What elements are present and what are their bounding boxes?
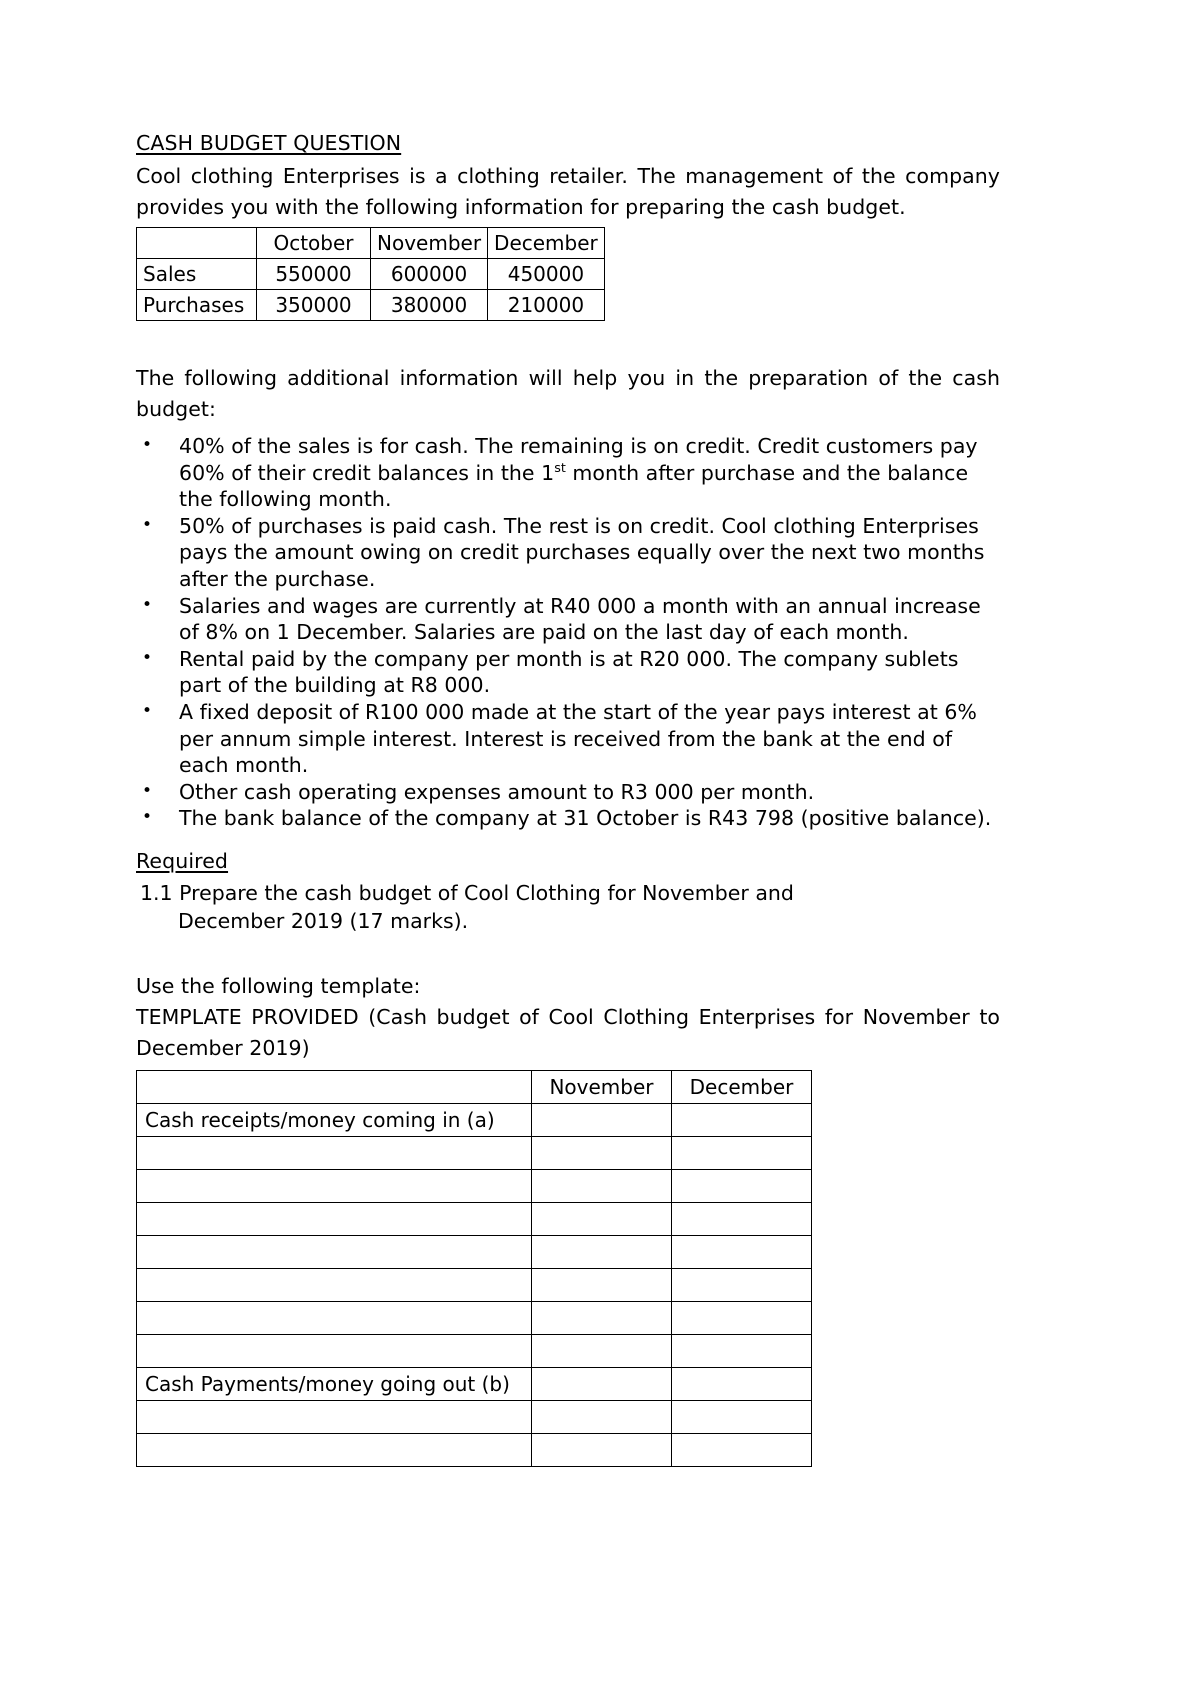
table-row (137, 259, 605, 290)
template-row-label[interactable] (137, 1400, 532, 1433)
spacer (136, 935, 1000, 971)
template-row-label[interactable] (137, 1433, 532, 1466)
table-corner-cell (137, 228, 257, 259)
spacer (136, 832, 1000, 846)
template-row-label: Cash receipts/money coming in (a) (137, 1103, 532, 1136)
bullet-text-pre: Salaries and wages are currently at R40 000 a month with an annual increase of 8% on 1 December. Salaries are paid on the last day of each month. (179, 593, 981, 645)
template-row-label[interactable] (137, 1202, 532, 1235)
additional-info-paragraph: The following additional information will help you in the preparation of the cash budget: (136, 366, 1000, 421)
table-row (137, 1136, 812, 1169)
cash-budget-template-table (136, 1070, 812, 1467)
template-cell-december[interactable] (672, 1367, 812, 1400)
template-cell-december[interactable] (672, 1301, 812, 1334)
template-cell-december[interactable] (672, 1202, 812, 1235)
page-title: CASH BUDGET QUESTION (136, 131, 402, 155)
bullet-text-pre: Other cash operating expenses amount to R3 000 per month. (179, 779, 815, 804)
bullet-text-superscript: st (554, 459, 566, 475)
template-cell-november[interactable] (532, 1334, 672, 1367)
required-item-line1: 1.1 Prepare the cash budget of Cool Clothing for November and (140, 880, 794, 905)
intro-paragraph: Cool clothing Enterprises is a clothing retailer. The management of the company provides you with the following information for preparing the cash budget. (136, 164, 1000, 219)
spacer (136, 425, 1000, 433)
table-row (137, 1301, 812, 1334)
bullet-text-pre: Rental paid by the company per month is at R20 000. The company sublets part of the building at R8 000. (179, 646, 959, 698)
bullet-text-pre: A fixed deposit of R100 000 made at the start of the year pays interest at 6% per annum simple interest. Interest is received from the bank at the end of each month. (179, 699, 977, 778)
list-item (136, 513, 1000, 593)
template-cell-november[interactable] (532, 1301, 672, 1334)
document-content (136, 128, 1000, 1467)
bullet-text-pre: 40% of the sales is for cash. The remaining is on credit. Credit customers pay 60% of their credit balances in the 1 (179, 434, 978, 485)
table-row (137, 1268, 812, 1301)
sales-purchases-table (136, 227, 605, 321)
bullet-text-pre: 50% of purchases is paid cash. The rest is on credit. Cool clothing Enterprises pays the amount owing on credit purchases equally over the next two months after the purchase. (179, 513, 985, 591)
template-cell-december[interactable] (672, 1169, 812, 1202)
template-column-header-november: November (532, 1070, 672, 1103)
table-header-row (137, 228, 605, 259)
template-row-label[interactable] (137, 1301, 532, 1334)
list-item (136, 805, 1000, 832)
required-heading: Required (136, 848, 229, 873)
template-column-header-december: December (672, 1070, 812, 1103)
sales-december: 450000 (488, 259, 605, 290)
template-row-label[interactable] (137, 1235, 532, 1268)
list-item (136, 433, 1000, 513)
template-row-label[interactable] (137, 1169, 532, 1202)
template-row-label[interactable] (137, 1334, 532, 1367)
template-cell-november[interactable] (532, 1433, 672, 1466)
use-template-line: Use the following template: (136, 973, 421, 998)
template-row-label[interactable] (137, 1268, 532, 1301)
template-cell-november[interactable] (532, 1202, 672, 1235)
template-cell-december[interactable] (672, 1103, 812, 1136)
template-cell-december[interactable] (672, 1136, 812, 1169)
template-cell-december[interactable] (672, 1400, 812, 1433)
template-row-label-cash-payments: Cash Payments/money going out (b) (137, 1367, 532, 1400)
template-cell-december[interactable] (672, 1235, 812, 1268)
row-label-sales: Sales (137, 259, 257, 290)
row-label-purchases: Purchases (137, 290, 257, 321)
list-item (136, 593, 1000, 646)
column-header-december: December (488, 228, 605, 259)
template-cell-november[interactable] (532, 1400, 672, 1433)
table-row (137, 1400, 812, 1433)
template-cell-november[interactable] (532, 1367, 672, 1400)
template-cell-november[interactable] (532, 1169, 672, 1202)
additional-info-list (136, 433, 1000, 832)
purchases-december: 210000 (488, 290, 605, 321)
bullet-text-pre: The bank balance of the company at 31 October is R43 798 (positive balance). (179, 806, 992, 831)
purchases-november: 380000 (371, 290, 488, 321)
table-row (137, 1334, 812, 1367)
table-row (137, 1103, 812, 1136)
required-item-line2: December 2019 (17 marks). (178, 908, 469, 933)
list-item (136, 699, 1000, 779)
table-row (137, 1367, 812, 1400)
template-header-row (137, 1070, 812, 1103)
sales-november: 600000 (371, 259, 488, 290)
template-cell-december[interactable] (672, 1334, 812, 1367)
list-item (136, 779, 1000, 806)
required-item (136, 879, 1000, 935)
template-cell-november[interactable] (532, 1235, 672, 1268)
purchases-october: 350000 (257, 290, 371, 321)
list-item (136, 646, 1000, 699)
template-cell-december[interactable] (672, 1433, 812, 1466)
spacer (136, 321, 1000, 363)
table-row (137, 1202, 812, 1235)
column-header-november: November (371, 228, 488, 259)
template-row-label[interactable] (137, 1136, 532, 1169)
template-cell-november[interactable] (532, 1268, 672, 1301)
template-cell-november[interactable] (532, 1103, 672, 1136)
sales-october: 550000 (257, 259, 371, 290)
table-row (137, 1169, 812, 1202)
table-row (137, 1433, 812, 1466)
template-cell-november[interactable] (532, 1136, 672, 1169)
table-row (137, 1235, 812, 1268)
template-cell-december[interactable] (672, 1268, 812, 1301)
column-header-october: October (257, 228, 371, 259)
template-caption: TEMPLATE PROVIDED (Cash budget of Cool Clothing Enterprises for November to December 2019) (136, 1004, 1000, 1060)
table-row (137, 290, 605, 321)
template-corner-cell (137, 1070, 532, 1103)
bullet-text-post: month after purchase and the balance the following month. (179, 460, 969, 512)
